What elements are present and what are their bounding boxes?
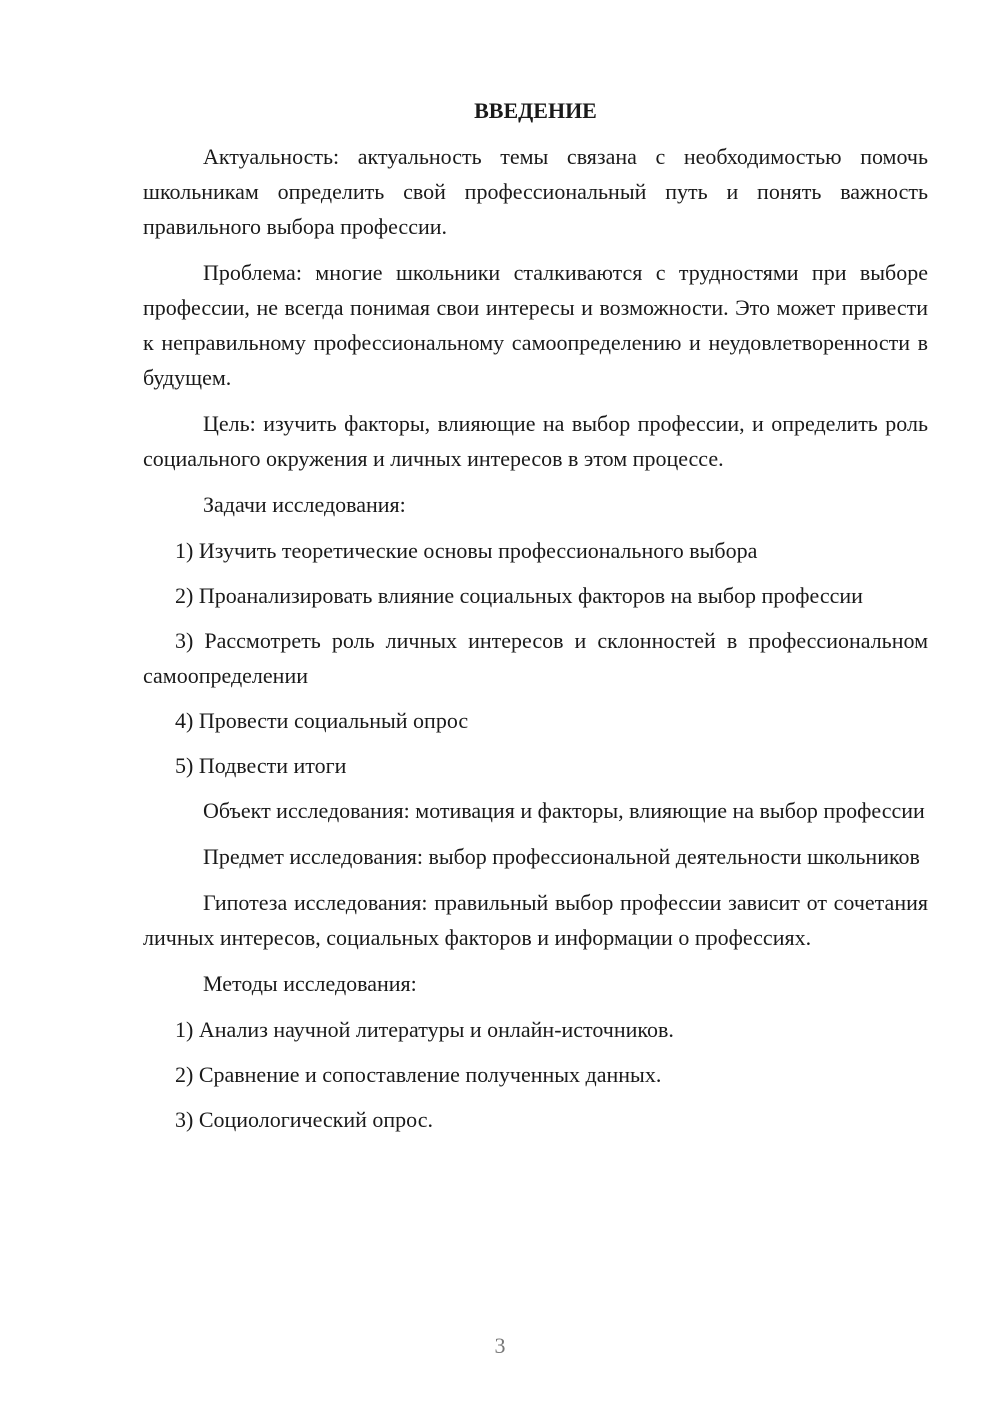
method-item-2: 2) Сравнение и сопоставление полученных данных. — [175, 1062, 662, 1087]
object-paragraph: Объект исследования: мотивация и факторы, влияющие на выбор профессии — [203, 798, 925, 823]
page-number: 3 — [494, 1333, 506, 1358]
tasks-heading: Задачи исследования: — [203, 492, 406, 517]
task-item-3: 3) Рассмотреть роль личных интересов и склонностей в профессиональном самоопределении — [143, 628, 928, 688]
hypothesis-paragraph: Гипотеза исследования: правильный выбор профессии зависит от сочетания личных интересов, социальных факторов и информации о профессиях. — [143, 890, 928, 950]
method-item-1: 1) Анализ научной литературы и онлайн-источников. — [175, 1017, 674, 1042]
methods-heading: Методы исследования: — [203, 971, 417, 996]
document-page — [143, 96, 928, 1147]
subject-paragraph: Предмет исследования: выбор профессиональной деятельности школьников — [203, 844, 920, 869]
task-item-2: 2) Проанализировать влияние социальных факторов на выбор профессии — [175, 583, 863, 608]
page-title: ВВЕДЕНИЕ — [474, 98, 597, 123]
problem-paragraph: Проблема: многие школьники сталкиваются с трудностями при выборе профессии, не всегда понимая свои интересы и возможности. Это может привести к неправильному профессиональному самоопределению и неудовлетворенности в будущем. — [143, 260, 928, 390]
goal-paragraph: Цель: изучить факторы, влияющие на выбор профессии, и определить роль социального окружения и личных интересов в этом процессе. — [143, 411, 928, 471]
method-item-3: 3) Социологический опрос. — [175, 1107, 433, 1132]
task-item-4: 4) Провести социальный опрос — [175, 708, 469, 733]
task-item-5: 5) Подвести итоги — [175, 753, 347, 778]
task-item-1: 1) Изучить теоретические основы профессионального выбора — [175, 538, 758, 563]
relevance-paragraph: Актуальность: актуальность темы связана с необходимостью помочь школьникам определить свой профессиональный путь и понять важность правильного выбора профессии. — [143, 144, 928, 239]
